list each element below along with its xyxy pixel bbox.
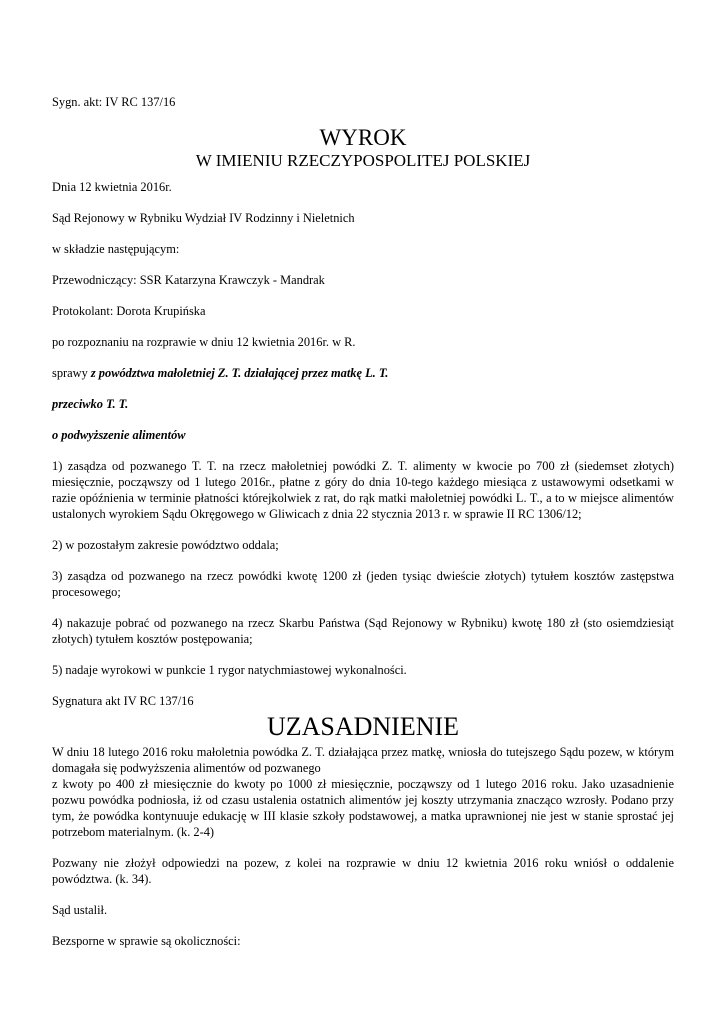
justification-title: UZASADNIENIE — [266, 712, 460, 741]
chair-judge: Przewodniczący: SSR Katarzyna Krawczyk - Mandrak — [52, 273, 325, 287]
case-prefix: sprawy — [52, 366, 91, 380]
justification-paragraph-4: Bezsporne w sprawie są okoliczności: — [52, 934, 241, 948]
verdict-subtitle: W IMIENIU RZECZYPOSPOLITEJ POLSKIEJ — [195, 151, 531, 170]
verdict-title: WYROK — [319, 125, 407, 150]
justification-paragraph-2: Pozwany nie złożył odpowiedzi na pozew, z kolei na rozprawie w dniu 12 kwietnia 2016 roku wniósł o oddalenie powództwa. (k. 34). — [52, 856, 674, 886]
court-clerk: Protokolant: Dorota Krupińska — [52, 304, 206, 318]
justification-paragraph-1a: W dniu 18 lutego 2016 roku małoletnia powódka Z. T. działająca przez matkę, wniosła do tutejszego Sądu pozew, w którym domagała się podwyższenia alimentów od pozwanego — [52, 745, 674, 775]
verdict-point-1: 1) zasądza od pozwanego T. T. na rzecz małoletniej powódki Z. T. alimenty w kwocie po 700 zł (siedemset złotych) miesięcznie, począwszy od 1 lutego 2016r., płatne z góry do dnia 10-tego każdego miesiąca z ustawowymi odsetkami w razie opóźnienia w terminie płatności którejkolwiek z rat, do rąk matki małoletniej powódki L. T., a to w miejsce alimentów ustalonych wyrokiem Sądu Okręgowego w Gliwicach z dnia 22 stycznia 2013 r. w sprawie II RC 1306/12; — [52, 459, 674, 521]
verdict-point-2: 2) w pozostałym zakresie powództwo oddala; — [52, 538, 279, 552]
case-defendant: przeciwko T. T. — [52, 397, 129, 411]
case-plaintiff: z powództwa małoletniej Z. T. działającej przez matkę L. T. — [90, 366, 389, 380]
justification-paragraph-1b: z kwoty po 400 zł miesięcznie do kwoty po 1000 zł miesięcznie, począwszy od 1 lutego 2016 roku. Jako uzasadnienie pozwu powódka podniosła, iż od czasu ustalenia ostatnich alimentów jej koszty utrzymania znacząco wzrosły. Podano przy tym, że powódka kontynuuje edukację w III klasie szkoły podstawowej, a matka uprawnionej nie jest w stanie sprostać jej potrzebom materialnym. (k. 2-4) — [52, 777, 674, 839]
verdict-point-4: 4) nakazuje pobrać od pozwanego na rzecz Skarbu Państwa (Sąd Rejonowy w Rybniku) kwotę 180 zł (sto osiemdziesiąt złotych) tytułem kosztów postępowania; — [52, 616, 674, 646]
verdict-date: Dnia 12 kwietnia 2016r. — [52, 180, 172, 194]
justification-signature: Sygnatura akt IV RC 137/16 — [52, 694, 194, 708]
hearing-info: po rozpoznaniu na rozprawie w dniu 12 kwietnia 2016r. w R. — [52, 335, 356, 349]
case-subject: o podwyższenie alimentów — [52, 428, 186, 442]
case-parties — [52, 365, 674, 381]
justification-paragraph-3: Sąd ustalił. — [52, 903, 108, 917]
verdict-point-5: 5) nadaje wyrokowi w punkcie 1 rygor natychmiastowej wykonalności. — [52, 663, 407, 677]
court-name: Sąd Rejonowy w Rybniku Wydział IV Rodzinny i Nieletnich — [52, 211, 355, 225]
case-signature: Sygn. akt: IV RC 137/16 — [52, 95, 176, 109]
verdict-point-3: 3) zasądza od pozwanego na rzecz powódki kwotę 1200 zł (jeden tysiąc dwieście złotych) tytułem kosztów zastępstwa procesowego; — [52, 569, 674, 599]
document-page — [52, 94, 674, 964]
composition-label: w składzie następującym: — [52, 242, 180, 256]
